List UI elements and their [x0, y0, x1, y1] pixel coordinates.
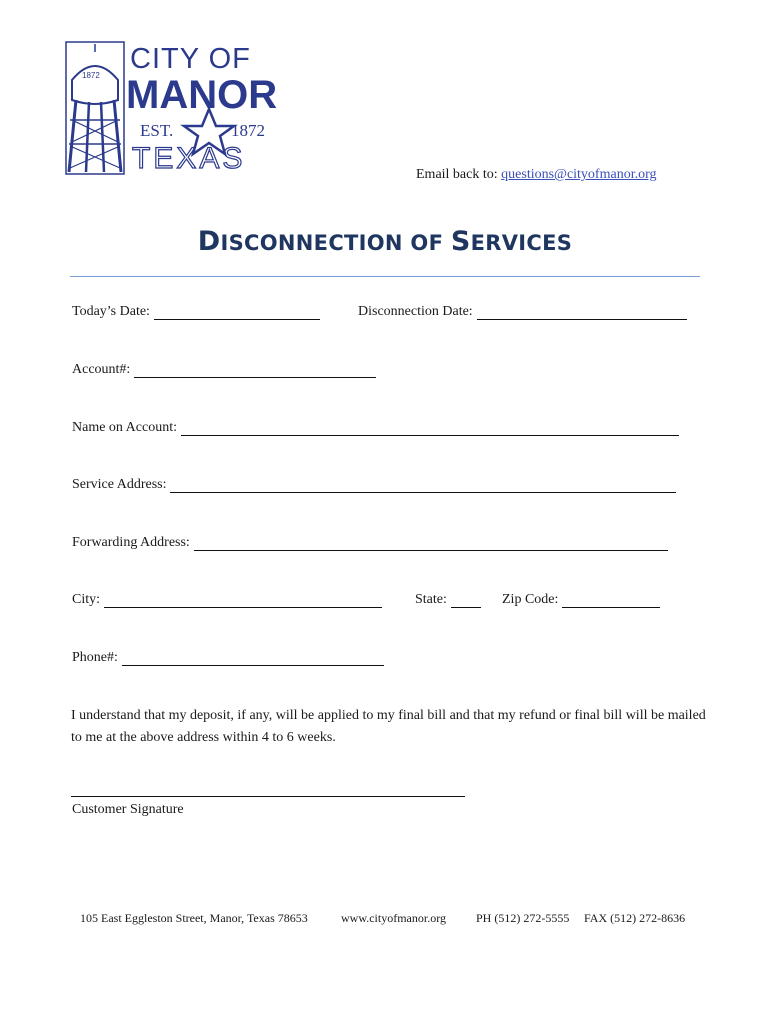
forwarding-address-field	[72, 535, 668, 551]
email-link[interactable]: questions@cityofmanor.org	[501, 167, 657, 182]
disconnection-date-label: Disconnection Date:	[358, 304, 473, 319]
todays-date-label: Today’s Date:	[72, 304, 150, 319]
forwarding-address-label: Forwarding Address:	[72, 535, 190, 550]
account-field	[72, 362, 376, 378]
todays-date-field	[72, 304, 320, 320]
service-address-field	[72, 477, 676, 493]
city-field	[72, 592, 382, 608]
title-word-of: OF	[410, 231, 444, 255]
page-title	[0, 226, 770, 257]
logo-est-text: EST.	[140, 121, 174, 140]
footer-phone: PH (512) 272-5555	[476, 911, 570, 925]
state-blank[interactable]	[451, 594, 481, 608]
state-label: State:	[415, 592, 447, 607]
email-back-line	[416, 167, 657, 183]
forwarding-address-blank[interactable]	[194, 537, 668, 551]
account-blank[interactable]	[134, 364, 376, 378]
account-label: Account#:	[72, 362, 131, 377]
title-initial-s: S	[450, 226, 471, 257]
logo-city-of-text: CITY OF	[130, 43, 251, 75]
city-blank[interactable]	[104, 594, 382, 608]
service-address-label: Service Address:	[72, 477, 167, 492]
todays-date-blank[interactable]	[154, 306, 320, 320]
phone-blank[interactable]	[122, 652, 384, 666]
disconnection-date-blank[interactable]	[477, 306, 687, 320]
customer-signature-label: Customer Signature	[72, 802, 184, 817]
tower-year-text: 1872	[82, 71, 100, 80]
state-field	[415, 592, 481, 608]
email-prefix: Email back to:	[416, 167, 498, 182]
title-initial-d: D	[197, 226, 221, 257]
logo-texas-text: TEXAS	[132, 142, 246, 175]
city-label: City:	[72, 592, 101, 607]
name-on-account-blank[interactable]	[181, 422, 679, 436]
logo-year-text: 1872	[231, 121, 265, 140]
disconnection-date-field	[358, 304, 687, 320]
phone-label: Phone#:	[72, 650, 118, 665]
water-tower-logo-graphic	[64, 38, 286, 178]
deposit-statement: I understand that my deposit, if any, will be applied to my final bill and that my refund or final bill will be mailed to me at the above address within 4 to 6 weeks.	[71, 708, 706, 745]
zip-code-label: Zip Code:	[502, 592, 559, 607]
city-of-manor-logo	[64, 38, 286, 178]
customer-signature-line[interactable]	[71, 796, 465, 797]
zip-code-field	[502, 592, 660, 608]
footer-website-link[interactable]: www.cityofmanor.org	[341, 911, 446, 925]
zip-code-blank[interactable]	[562, 594, 660, 608]
title-word-disconnection: ISCONNECTION	[220, 231, 403, 255]
name-on-account-label: Name on Account:	[72, 420, 177, 435]
name-on-account-field	[72, 420, 679, 436]
phone-field	[72, 650, 384, 666]
footer-address: 105 East Eggleston Street, Manor, Texas 78653	[80, 911, 308, 925]
title-word-services: ERVICES	[470, 231, 573, 255]
title-divider	[70, 276, 700, 277]
service-address-blank[interactable]	[170, 479, 676, 493]
logo-manor-text: MANOR	[126, 73, 278, 117]
footer-fax: FAX (512) 272-8636	[584, 911, 686, 925]
